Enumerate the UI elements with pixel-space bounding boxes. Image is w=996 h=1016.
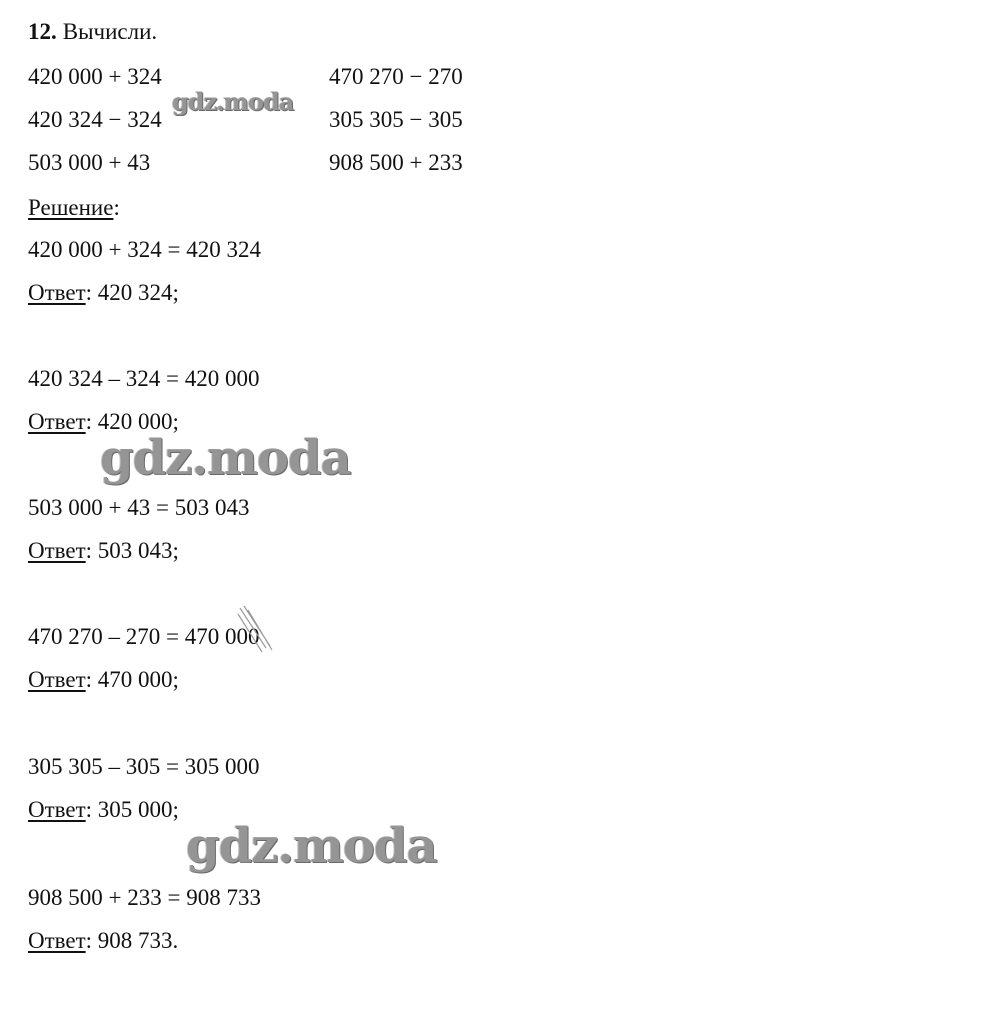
solution-equation-2: 420 324 – 324 = 420 000 [28, 366, 260, 391]
solution-answer-3 [28, 539, 179, 562]
answer-label: Ответ [28, 928, 86, 953]
exercise-left-3: 503 000 + 43 [28, 150, 151, 175]
answer-label: Ответ [28, 538, 86, 563]
solution-label: Решение [28, 195, 114, 220]
watermark-large: gdz.moda [100, 430, 351, 486]
solution-equation-6: 908 500 + 233 = 908 733 [28, 885, 261, 910]
exercise-left-2: 420 324 − 324 [28, 107, 162, 132]
solution-answer-4 [28, 668, 179, 691]
task-heading [28, 20, 157, 43]
solution-equation-3: 503 000 + 43 = 503 043 [28, 495, 250, 520]
solution-heading [28, 196, 120, 219]
solution-equation-4: 470 270 – 270 = 470 000 [28, 624, 260, 649]
solution-colon: : [113, 195, 120, 220]
answer-value: : 503 043; [85, 538, 179, 563]
watermark-large: gdz.moda [186, 818, 437, 874]
exercise-left-1: 420 000 + 324 [28, 64, 162, 89]
answer-value: : 420 000; [85, 409, 179, 434]
solution-answer-6 [28, 929, 178, 952]
exercise-right-1: 470 270 − 270 [329, 64, 463, 89]
solution-equation-5: 305 305 – 305 = 305 000 [28, 754, 260, 779]
solution-answer-1 [28, 281, 179, 304]
solution-equation-1: 420 000 + 324 = 420 324 [28, 237, 261, 262]
answer-value: : 908 733. [85, 928, 179, 953]
answer-value: : 470 000; [85, 667, 179, 692]
answer-label: Ответ [28, 667, 86, 692]
task-title: Вычисли. [62, 19, 158, 44]
solution-answer-5 [28, 798, 179, 821]
exercise-right-2: 305 305 − 305 [329, 107, 463, 132]
answer-label: Ответ [28, 280, 86, 305]
answer-value: : 305 000; [85, 797, 179, 822]
task-number: 12. [28, 19, 57, 44]
answer-label: Ответ [28, 409, 86, 434]
scribble-mark [236, 604, 282, 654]
answer-label: Ответ [28, 797, 86, 822]
answer-value: : 420 324; [85, 280, 179, 305]
watermark-small: gdz.moda [172, 87, 294, 116]
exercise-right-3: 908 500 + 233 [329, 150, 463, 175]
